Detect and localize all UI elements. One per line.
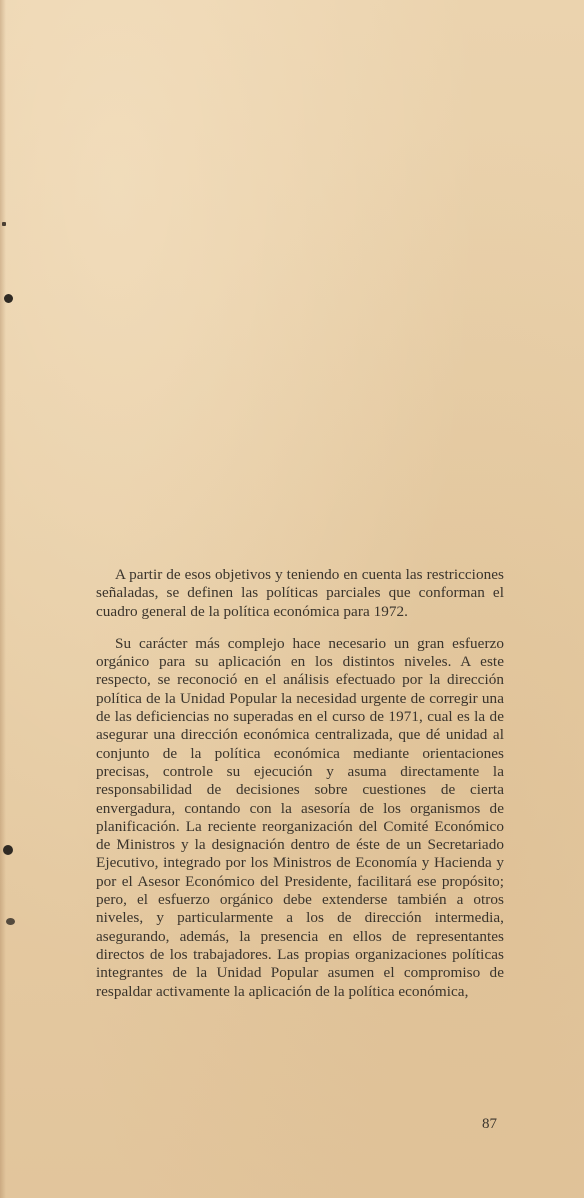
ink-blot xyxy=(3,845,13,855)
page-number: 87 xyxy=(482,1116,497,1132)
ink-blot xyxy=(4,294,13,303)
page-edge-shadow xyxy=(0,0,6,1198)
ink-speck xyxy=(2,222,6,226)
paragraph: Su carácter más complejo hace necesario un gran esfuerzo orgánico para su aplicación en los distintos niveles. A este respecto, se reconoció en el análisis efectuado por la dirección política de la Unidad Popular la necesidad urgente de corregir una de las deficiencias no superadas en el curso de 1971, cual es la de asegurar una dirección económica centralizada, que dé unidad al conjunto de la política económica mediante orientaciones precisas, controle su ejecución y asuma directamente la responsabilidad de decisiones sobre cuestiones de cierta envergadura, contando con la asesoría de los organismos de planificación. La reciente reorganización del Comité Económico de Ministros y la designación dentro de éste de un Secretariado Ejecutivo, integrado por los Ministros de Economía y Hacienda y por el Asesor Económico del Presidente, facilitará ese propósito; pero, el esfuerzo orgánico debe extenderse también a otros niveles, y particularmente a los de dirección intermedia, asegurando, además, la presencia en ellos de representantes directos de los trabajadores. Las propias organizaciones políticas integrantes de la Unidad Popular asumen el compromiso de respaldar activamente la aplicación de la política económica, xyxy=(96,634,504,1000)
paragraph: A partir de esos objetivos y teniendo en cuenta las restricciones señaladas, se definen las políticas parciales que conforman el cuadro general de la política económica para 1972. xyxy=(96,566,504,620)
body-text xyxy=(96,566,504,1001)
ink-blot xyxy=(6,918,15,925)
